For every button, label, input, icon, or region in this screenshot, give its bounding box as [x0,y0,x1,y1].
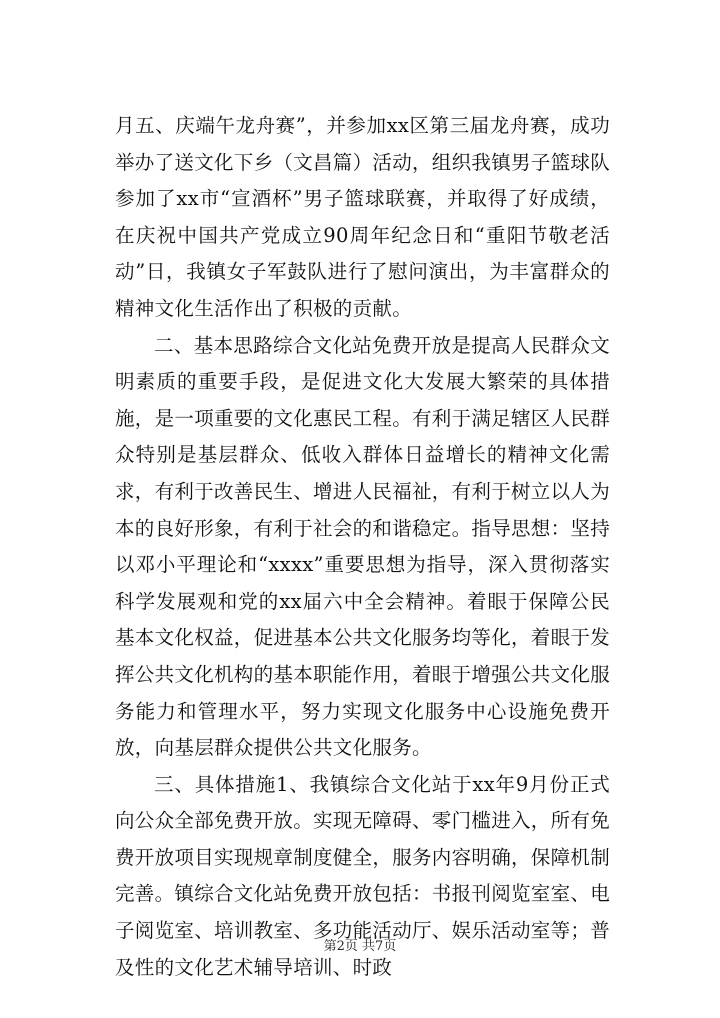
document-body [115,108,610,986]
paragraph-section-three: 三、具体措施1、我镇综合文化站于xx年9月份正式向公众全部免费开放。实现无障碍、零门槛进入，所有免费开放项目实现规章制度健全，服务内容明确，保障机制完善。镇综合文化站免费开放包括：书报刊阅览室室、电子阅览室、培训教室、多功能活动厅、娱乐活动室等；普及性的文化艺术辅导培训、时政 [115,772,611,979]
paragraph-section-two: 二、基本思路综合文化站免费开放是提高人民群众文明素质的重要手段，是促进文化大发展大繁荣的具体措施，是一项重要的文化惠民工程。有利于满足辖区人民群众特别是基层群众、低收入群体日益增长的精神文化需求，有利于改善民生、增进人民福祉，有利于树立以人为本的良好形象，有利于社会的和谐稳定。指导思想：坚持以邓小平理论和“xxxx”重要思想为指导，深入贯彻落实科学发展观和党的xx届六中全会精神。着眼于保障公民基本文化权益，促进基本公共文化服务均等化，着眼于发挥公共文化机构的基本职能作用，着眼于增强公共文化服务能力和管理水平，努力实现文化服务中心设施免费开放，向基层群众提供公共文化服务。 [115,333,611,760]
paragraph-continuation: 月五、庆端午龙舟赛”，并参加xx区第三届龙舟赛，成功举办了送文化下乡（文昌篇）活动，组织我镇男子篮球队参加了xx市“宣酒杯”男子篮球联赛，并取得了好成绩，在庆祝中国共产党成立90周年纪念日和“重阳节敬老活动”日，我镇女子军鼓队进行了慰问演出，为丰富群众的精神文化生活作出了积极的贡献。 [115,114,611,320]
page-number-footer: 第2页 共7页 [323,939,397,954]
